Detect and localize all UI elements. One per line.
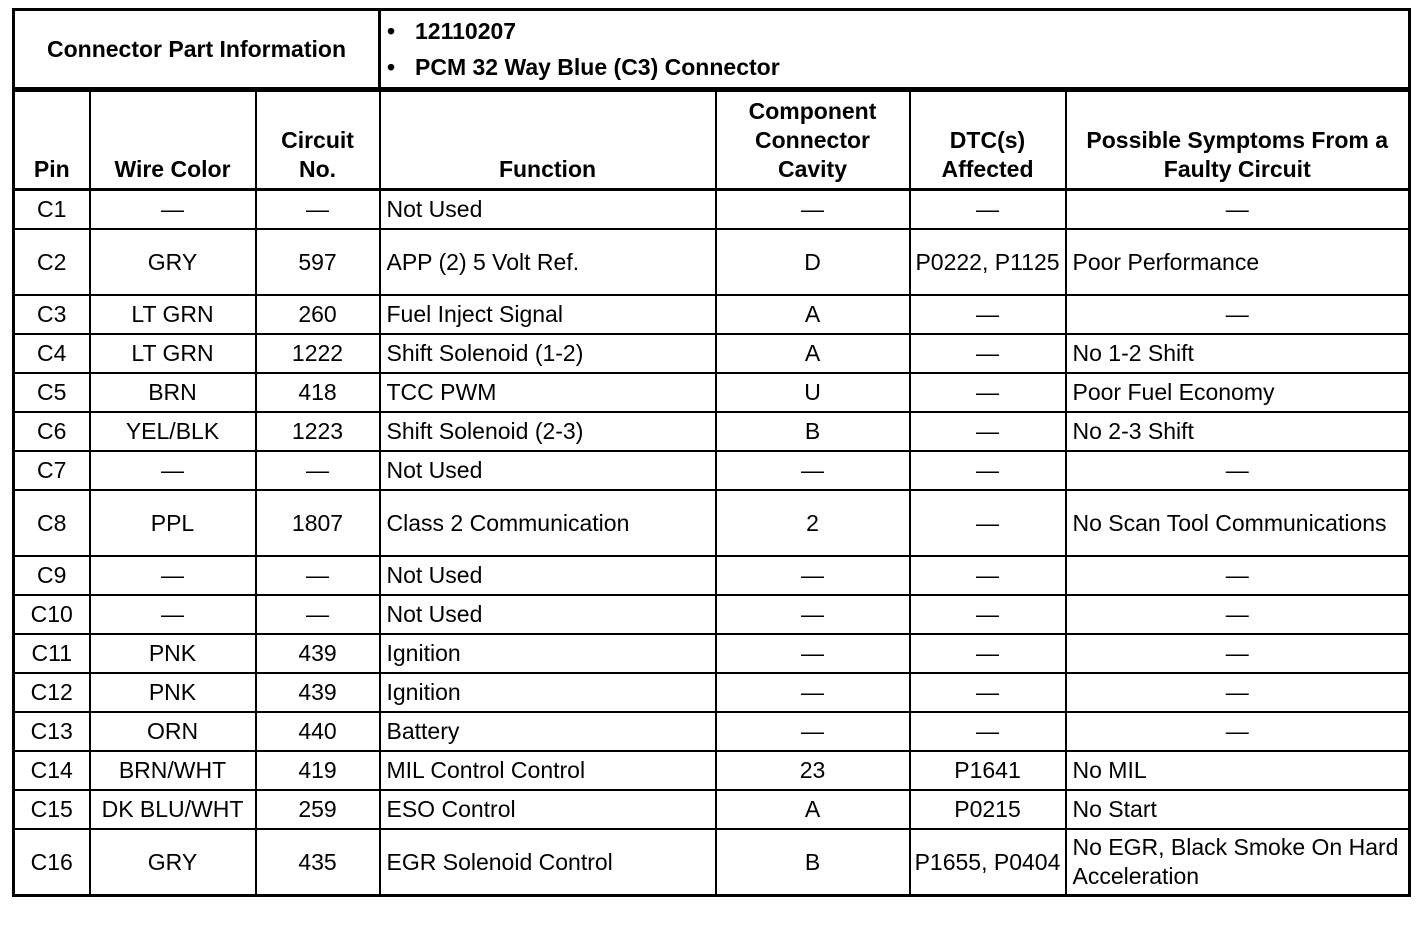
cavity-cell: 23 (716, 751, 910, 790)
part-number: 12110207 (415, 18, 517, 44)
table-row (14, 229, 1410, 295)
dtc-cell: P0215 (910, 790, 1066, 829)
dtc-cell: — (910, 190, 1066, 230)
dtc-cell: — (910, 373, 1066, 412)
table-row (14, 751, 1410, 790)
connector-description-line (387, 49, 1402, 85)
pin-cell: C7 (14, 451, 90, 490)
symptom-cell: No Start (1066, 790, 1410, 829)
wire-color-cell: YEL/BLK (90, 412, 256, 451)
table-row (14, 295, 1410, 334)
dtc-cell: P1655, P0404 (910, 829, 1066, 896)
pin-cell: C8 (14, 490, 90, 556)
pin-cell: C10 (14, 595, 90, 634)
pin-cell: C11 (14, 634, 90, 673)
pin-cell: C15 (14, 790, 90, 829)
pin-cell: C16 (14, 829, 90, 896)
pin-cell: C4 (14, 334, 90, 373)
dtc-cell: — (910, 556, 1066, 595)
circuit-cell: 419 (256, 751, 380, 790)
circuit-cell: 418 (256, 373, 380, 412)
wire-color-cell: — (90, 451, 256, 490)
table-row (14, 595, 1410, 634)
function-cell: Shift Solenoid (1-2) (380, 334, 716, 373)
cavity-cell: B (716, 412, 910, 451)
function-cell: Class 2 Communication (380, 490, 716, 556)
circuit-cell: 439 (256, 634, 380, 673)
function-cell: Not Used (380, 451, 716, 490)
symptom-cell: — (1066, 673, 1410, 712)
wire-color-cell: PNK (90, 673, 256, 712)
circuit-cell: 439 (256, 673, 380, 712)
circuit-cell: 1222 (256, 334, 380, 373)
dtc-cell: P0222, P1125 (910, 229, 1066, 295)
table-row (14, 490, 1410, 556)
wire-color-cell: PNK (90, 634, 256, 673)
wire-color-cell: — (90, 190, 256, 230)
pin-cell: C3 (14, 295, 90, 334)
dtc-cell: P1641 (910, 751, 1066, 790)
cavity-cell: A (716, 334, 910, 373)
bullet-icon: • (387, 54, 396, 80)
table-row (14, 334, 1410, 373)
wire-color-cell: LT GRN (90, 295, 256, 334)
header-function: Function (380, 91, 716, 190)
function-cell: Ignition (380, 634, 716, 673)
cavity-cell: 2 (716, 490, 910, 556)
symptom-cell: No Scan Tool Communications (1066, 490, 1410, 556)
circuit-cell: 435 (256, 829, 380, 896)
symptom-cell: No 2-3 Shift (1066, 412, 1410, 451)
connector-document (12, 8, 1408, 897)
wire-color-cell: BRN (90, 373, 256, 412)
table-row (14, 712, 1410, 751)
function-cell: Battery (380, 712, 716, 751)
cavity-cell: — (716, 634, 910, 673)
pin-cell: C9 (14, 556, 90, 595)
dtc-cell: — (910, 451, 1066, 490)
circuit-cell: — (256, 595, 380, 634)
part-number-line (387, 13, 1402, 49)
symptom-cell: — (1066, 556, 1410, 595)
dtc-cell: — (910, 295, 1066, 334)
function-cell: Not Used (380, 556, 716, 595)
dtc-cell: — (910, 412, 1066, 451)
function-cell: Ignition (380, 673, 716, 712)
table-row (14, 556, 1410, 595)
pin-cell: C6 (14, 412, 90, 451)
wire-color-cell: ORN (90, 712, 256, 751)
pin-cell: C5 (14, 373, 90, 412)
cavity-cell: — (716, 190, 910, 230)
cavity-cell: B (716, 829, 910, 896)
header-cavity: Component Connector Cavity (716, 91, 910, 190)
header-dtc: DTC(s) Affected (910, 91, 1066, 190)
connector-description: PCM 32 Way Blue (C3) Connector (415, 54, 780, 80)
wire-color-cell: DK BLU/WHT (90, 790, 256, 829)
wire-color-cell: BRN/WHT (90, 751, 256, 790)
function-cell: Shift Solenoid (2-3) (380, 412, 716, 451)
function-cell: EGR Solenoid Control (380, 829, 716, 896)
wire-color-cell: GRY (90, 229, 256, 295)
pin-cell: C12 (14, 673, 90, 712)
circuit-cell: 260 (256, 295, 380, 334)
dtc-cell: — (910, 634, 1066, 673)
symptom-cell: — (1066, 295, 1410, 334)
pinout-rows (14, 190, 1410, 896)
connector-part-info-table (12, 8, 1411, 90)
pin-cell: C14 (14, 751, 90, 790)
table-row (14, 829, 1410, 896)
cavity-cell: D (716, 229, 910, 295)
dtc-cell: — (910, 673, 1066, 712)
symptom-cell: — (1066, 595, 1410, 634)
symptom-cell: No EGR, Black Smoke On Hard Acceleration (1066, 829, 1410, 896)
cavity-cell: — (716, 451, 910, 490)
cavity-cell: — (716, 556, 910, 595)
function-cell: APP (2) 5 Volt Ref. (380, 229, 716, 295)
table-row (14, 373, 1410, 412)
symptom-cell: Poor Fuel Economy (1066, 373, 1410, 412)
function-cell: Not Used (380, 190, 716, 230)
symptom-cell: — (1066, 451, 1410, 490)
symptom-cell: Poor Performance (1066, 229, 1410, 295)
circuit-cell: 597 (256, 229, 380, 295)
pinout-table (12, 90, 1411, 897)
cavity-cell: U (716, 373, 910, 412)
wire-color-cell: — (90, 595, 256, 634)
table-row (14, 790, 1410, 829)
function-cell: ESO Control (380, 790, 716, 829)
pin-cell: C2 (14, 229, 90, 295)
wire-color-cell: PPL (90, 490, 256, 556)
header-symptoms: Possible Symptoms From a Faulty Circuit (1066, 91, 1410, 190)
wire-color-cell: LT GRN (90, 334, 256, 373)
table-row (14, 190, 1410, 230)
cavity-cell: A (716, 295, 910, 334)
header-wire-color: Wire Color (90, 91, 256, 190)
wire-color-cell: — (90, 556, 256, 595)
circuit-cell: 259 (256, 790, 380, 829)
dtc-cell: — (910, 490, 1066, 556)
circuit-cell: 440 (256, 712, 380, 751)
pin-cell: C13 (14, 712, 90, 751)
cavity-cell: — (716, 595, 910, 634)
part-info-label: Connector Part Information (14, 10, 380, 89)
symptom-cell: — (1066, 190, 1410, 230)
bullet-icon: • (387, 18, 396, 44)
cavity-cell: A (716, 790, 910, 829)
wire-color-cell: GRY (90, 829, 256, 896)
header-pin: Pin (14, 91, 90, 190)
circuit-cell: — (256, 451, 380, 490)
circuit-cell: 1807 (256, 490, 380, 556)
dtc-cell: — (910, 595, 1066, 634)
header-circuit-no: Circuit No. (256, 91, 380, 190)
table-row (14, 412, 1410, 451)
dtc-cell: — (910, 334, 1066, 373)
header-row (14, 91, 1410, 190)
part-info-bullets (380, 10, 1410, 89)
symptom-cell: No MIL (1066, 751, 1410, 790)
function-cell: Fuel Inject Signal (380, 295, 716, 334)
cavity-cell: — (716, 673, 910, 712)
dtc-cell: — (910, 712, 1066, 751)
symptom-cell: — (1066, 712, 1410, 751)
symptom-cell: No 1-2 Shift (1066, 334, 1410, 373)
function-cell: TCC PWM (380, 373, 716, 412)
symptom-cell: — (1066, 634, 1410, 673)
circuit-cell: — (256, 190, 380, 230)
table-row (14, 634, 1410, 673)
cavity-cell: — (716, 712, 910, 751)
table-row (14, 451, 1410, 490)
function-cell: MIL Control Control (380, 751, 716, 790)
circuit-cell: 1223 (256, 412, 380, 451)
function-cell: Not Used (380, 595, 716, 634)
table-row (14, 673, 1410, 712)
pin-cell: C1 (14, 190, 90, 230)
circuit-cell: — (256, 556, 380, 595)
